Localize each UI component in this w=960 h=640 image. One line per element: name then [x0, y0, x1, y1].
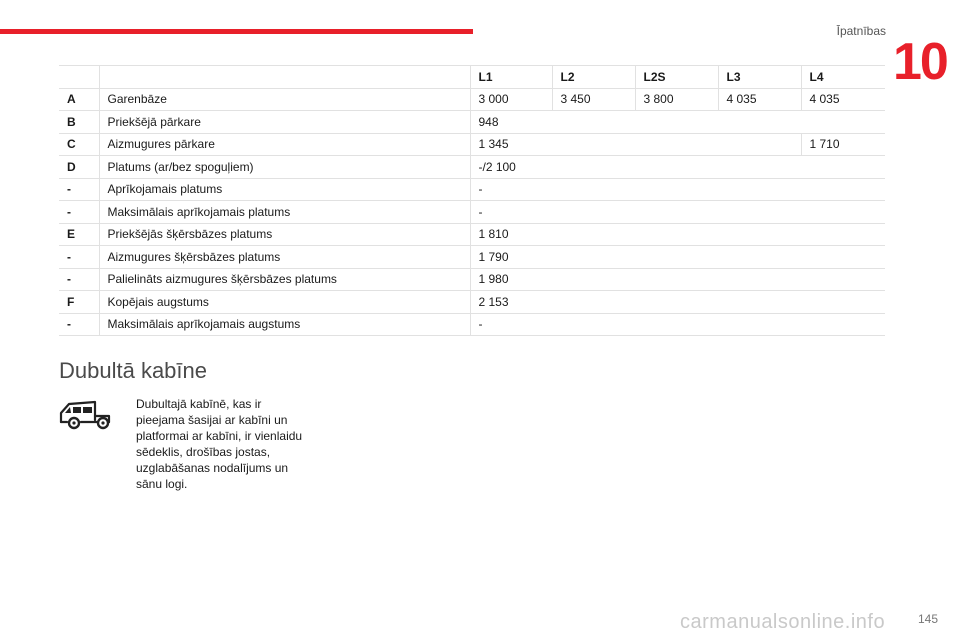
- row-value: 3 800: [635, 88, 718, 111]
- section-heading: Dubultā kabīne: [59, 358, 207, 383]
- row-code: -: [59, 313, 99, 336]
- row-value: 1 345: [470, 133, 801, 156]
- row-description: Garenbāze: [99, 88, 470, 111]
- row-value: 3 000: [470, 88, 552, 111]
- column-header: L2: [552, 66, 635, 89]
- row-description: Aprīkojamais platums: [99, 178, 470, 201]
- table-row: [59, 291, 885, 314]
- row-description: Kopējais augstums: [99, 291, 470, 314]
- header-cell-empty: [99, 66, 470, 89]
- row-description: Maksimālais aprīkojamais platums: [99, 201, 470, 224]
- column-header: L2S: [635, 66, 718, 89]
- column-header: L4: [801, 66, 885, 89]
- row-description: Aizmugures šķērsbāzes platums: [99, 246, 470, 269]
- row-code: F: [59, 291, 99, 314]
- row-description: Maksimālais aprīkojamais augstums: [99, 313, 470, 336]
- row-description: Platums (ar/bez spoguļiem): [99, 156, 470, 179]
- row-value: -: [470, 201, 885, 224]
- row-code: D: [59, 156, 99, 179]
- dimensions-table: [59, 65, 885, 336]
- table-row: [59, 88, 885, 111]
- row-code: B: [59, 111, 99, 134]
- row-value: 3 450: [552, 88, 635, 111]
- row-value: -/2 100: [470, 156, 885, 179]
- row-value: 1 810: [470, 223, 885, 246]
- table-row: [59, 268, 885, 291]
- row-value: -: [470, 178, 885, 201]
- table-row: [59, 313, 885, 336]
- row-code: A: [59, 88, 99, 111]
- table-header-row: [59, 66, 885, 89]
- row-value: 4 035: [718, 88, 801, 111]
- row-value: 1 790: [470, 246, 885, 269]
- table-row: [59, 246, 885, 269]
- row-value: 2 153: [470, 291, 885, 314]
- row-code: E: [59, 223, 99, 246]
- chapter-number: 10: [893, 33, 947, 91]
- section-paragraph: Dubultajā kabīnē, kas ir pieejama šasijai ar kabīni un platformai ar kabīni, ir vienlaidu sēdeklis, drošības jostas, uzglabāšanas nodalījums un sānu logi.: [136, 397, 303, 491]
- row-value: -: [470, 313, 885, 336]
- row-code: -: [59, 246, 99, 269]
- row-value: 1 710: [801, 133, 885, 156]
- table-row: [59, 201, 885, 224]
- column-header: L1: [470, 66, 552, 89]
- row-code: C: [59, 133, 99, 156]
- section-label: Īpatnības: [836, 24, 886, 38]
- row-code: -: [59, 178, 99, 201]
- table-row: [59, 223, 885, 246]
- row-description: Priekšējā pārkare: [99, 111, 470, 134]
- row-value: 4 035: [801, 88, 885, 111]
- row-description: Aizmugures pārkare: [99, 133, 470, 156]
- row-description: Palielināts aizmugures šķērsbāzes platums: [99, 268, 470, 291]
- table-row: [59, 156, 885, 179]
- header-cell-empty: [59, 66, 99, 89]
- column-header: L3: [718, 66, 801, 89]
- row-value: 948: [470, 111, 885, 134]
- header-accent-bar: [0, 29, 473, 34]
- page-number: 145: [917, 612, 938, 626]
- watermark: carmanualsonline.info: [680, 611, 886, 633]
- double-cab-truck-icon: [59, 398, 111, 432]
- row-description: Priekšējās šķērsbāzes platums: [99, 223, 470, 246]
- table-row: [59, 178, 885, 201]
- row-value: 1 980: [470, 268, 885, 291]
- row-code: -: [59, 268, 99, 291]
- table-row: [59, 133, 885, 156]
- row-code: -: [59, 201, 99, 224]
- table-row: [59, 111, 885, 134]
